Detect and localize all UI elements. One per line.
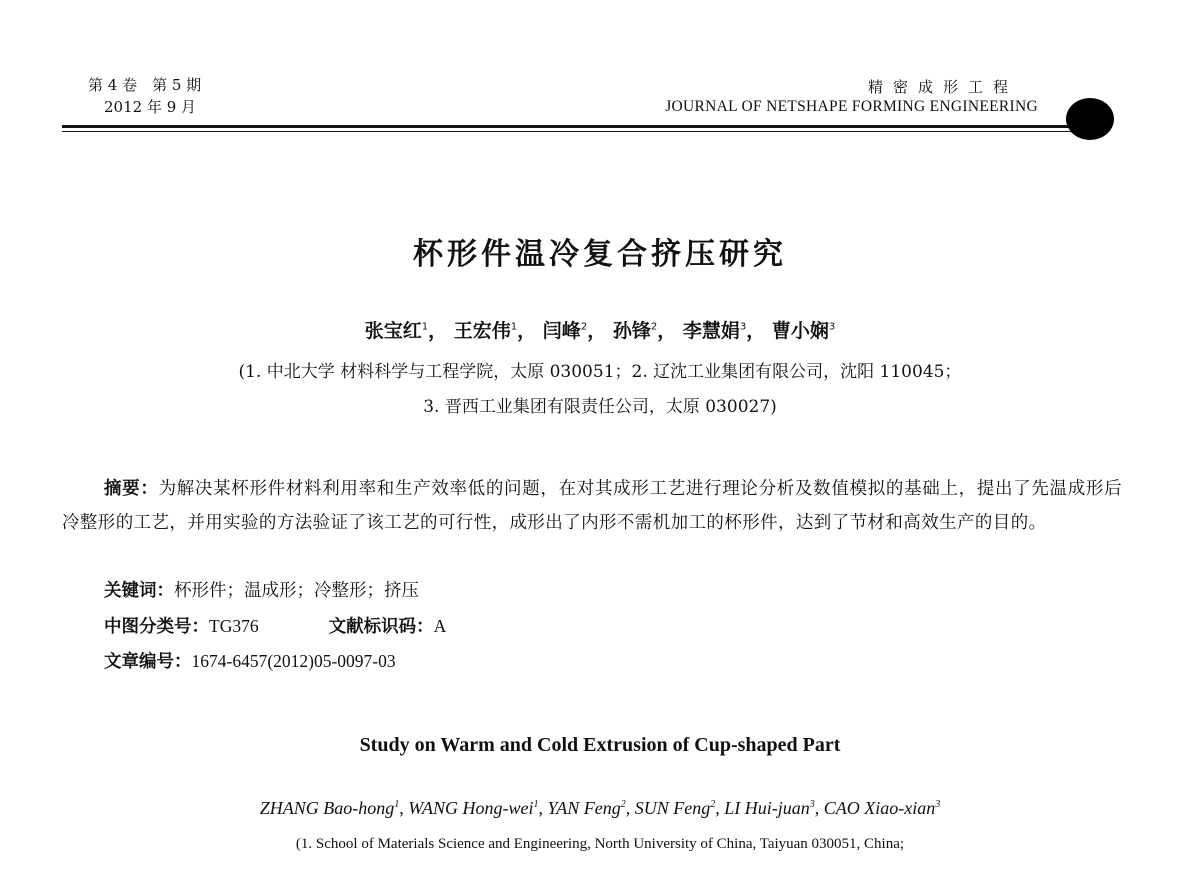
author-name-en: ZHANG Bao-hong xyxy=(259,798,395,818)
article-number-label: 文章编号： xyxy=(104,652,192,672)
classification-line xyxy=(104,613,446,638)
journal-name-en: JOURNAL OF NETSHAPE FORMING ENGINEERING xyxy=(665,98,1038,115)
affiliation-cn-line2: 3. 晋西工业集团有限责任公司，太原 030027) xyxy=(423,397,777,417)
author-sup: 2 xyxy=(620,799,626,810)
author-sup: 1 xyxy=(421,321,429,333)
author-name-en: WANG Hong-wei xyxy=(408,798,534,818)
author-name-en: SUN Feng xyxy=(634,798,711,818)
author-sup: 3 xyxy=(828,321,836,333)
author-sup: 3 xyxy=(809,799,815,810)
abstract-text: 为解决某杯形件材料利用率和生产效率低的问题，在对其成形工艺进行理论分析及数值模拟的基础上，提出了先温成形后冷整形的工艺，并用实验的方法验证了该工艺的可行性，成形出了内形不需机加工的杯形件，达到了节材和高效生产的目的。 xyxy=(62,479,1123,533)
author-name: 王宏伟 xyxy=(453,320,511,342)
author-sup: 2 xyxy=(650,321,658,333)
author-name-en: YAN Feng xyxy=(547,798,621,818)
author-name: 曹小娴 xyxy=(771,320,829,342)
author-name: 闫峰 xyxy=(542,320,581,342)
article-number xyxy=(104,648,396,673)
author-list-cn: 张宝红$^1$， 王宏伟$^1$， 闫峰$^2$， 孙锋$^2$， 李慧娟$^3$， 曹小娴$^3$ xyxy=(364,320,836,342)
paper-title-en: Study on Warm and Cold Extrusion of Cup-shaped Part xyxy=(359,734,841,756)
author-sup: 1 xyxy=(510,321,518,333)
doc-code-value: A xyxy=(433,616,447,636)
volume-issue: 第 4 卷 第 5 期 xyxy=(88,76,202,94)
author-sup: 3 xyxy=(935,799,941,810)
author-list-en: ZHANG Bao-hong$^1$, WANG Hong-wei$^1$, YAN Feng$^2$, SUN Feng$^2$, LI Hui-juan$^3$, CAO Xiao-xian$^3$ xyxy=(259,798,941,818)
affiliation-cn-line1: (1. 中北大学 材料科学与工程学院，太原 030051；2. 辽沈工业集团有限公司，沈阳 110045； xyxy=(238,362,962,382)
journal-name-cn: 精密成形工程 xyxy=(867,78,1018,96)
author-name-en: CAO Xiao-xian xyxy=(823,798,936,818)
author-name: 孙锋 xyxy=(612,320,651,342)
header-rule-thin xyxy=(62,131,1092,132)
author-sup: 3 xyxy=(739,321,747,333)
ink-blot xyxy=(1066,98,1114,140)
paper-title-cn: 杯形件温冷复合挤压研究 xyxy=(413,237,787,272)
author-sup: 2 xyxy=(710,799,716,810)
author-sup: 1 xyxy=(533,799,539,810)
keywords-value: 杯形件；温成形；冷整形；挤压 xyxy=(174,581,419,601)
abstract-label: 摘要： xyxy=(104,479,159,499)
clc-label: 中图分类号： xyxy=(104,617,209,637)
author-name: 李慧娟 xyxy=(682,320,740,342)
author-sup: 2 xyxy=(580,321,588,333)
keywords-label: 关键词： xyxy=(104,581,174,601)
clc-value: TG376 xyxy=(209,616,259,636)
keywords xyxy=(104,577,419,602)
doc-code-label: 文献标识码： xyxy=(328,617,434,637)
issue-date: 2012 年 9 月 xyxy=(104,98,197,116)
header-rule-thick xyxy=(62,125,1092,128)
article-number-value: 1674-6457(2012)05-0097-03 xyxy=(191,651,396,671)
author-name-en: LI Hui-juan xyxy=(724,798,810,818)
author-name: 张宝红 xyxy=(364,320,422,342)
affiliation-en: (1. School of Materials Science and Engineering, North University of China, Taiyuan 030051, China; xyxy=(295,836,905,852)
abstract xyxy=(62,472,1122,540)
author-sup: 1 xyxy=(394,799,400,810)
